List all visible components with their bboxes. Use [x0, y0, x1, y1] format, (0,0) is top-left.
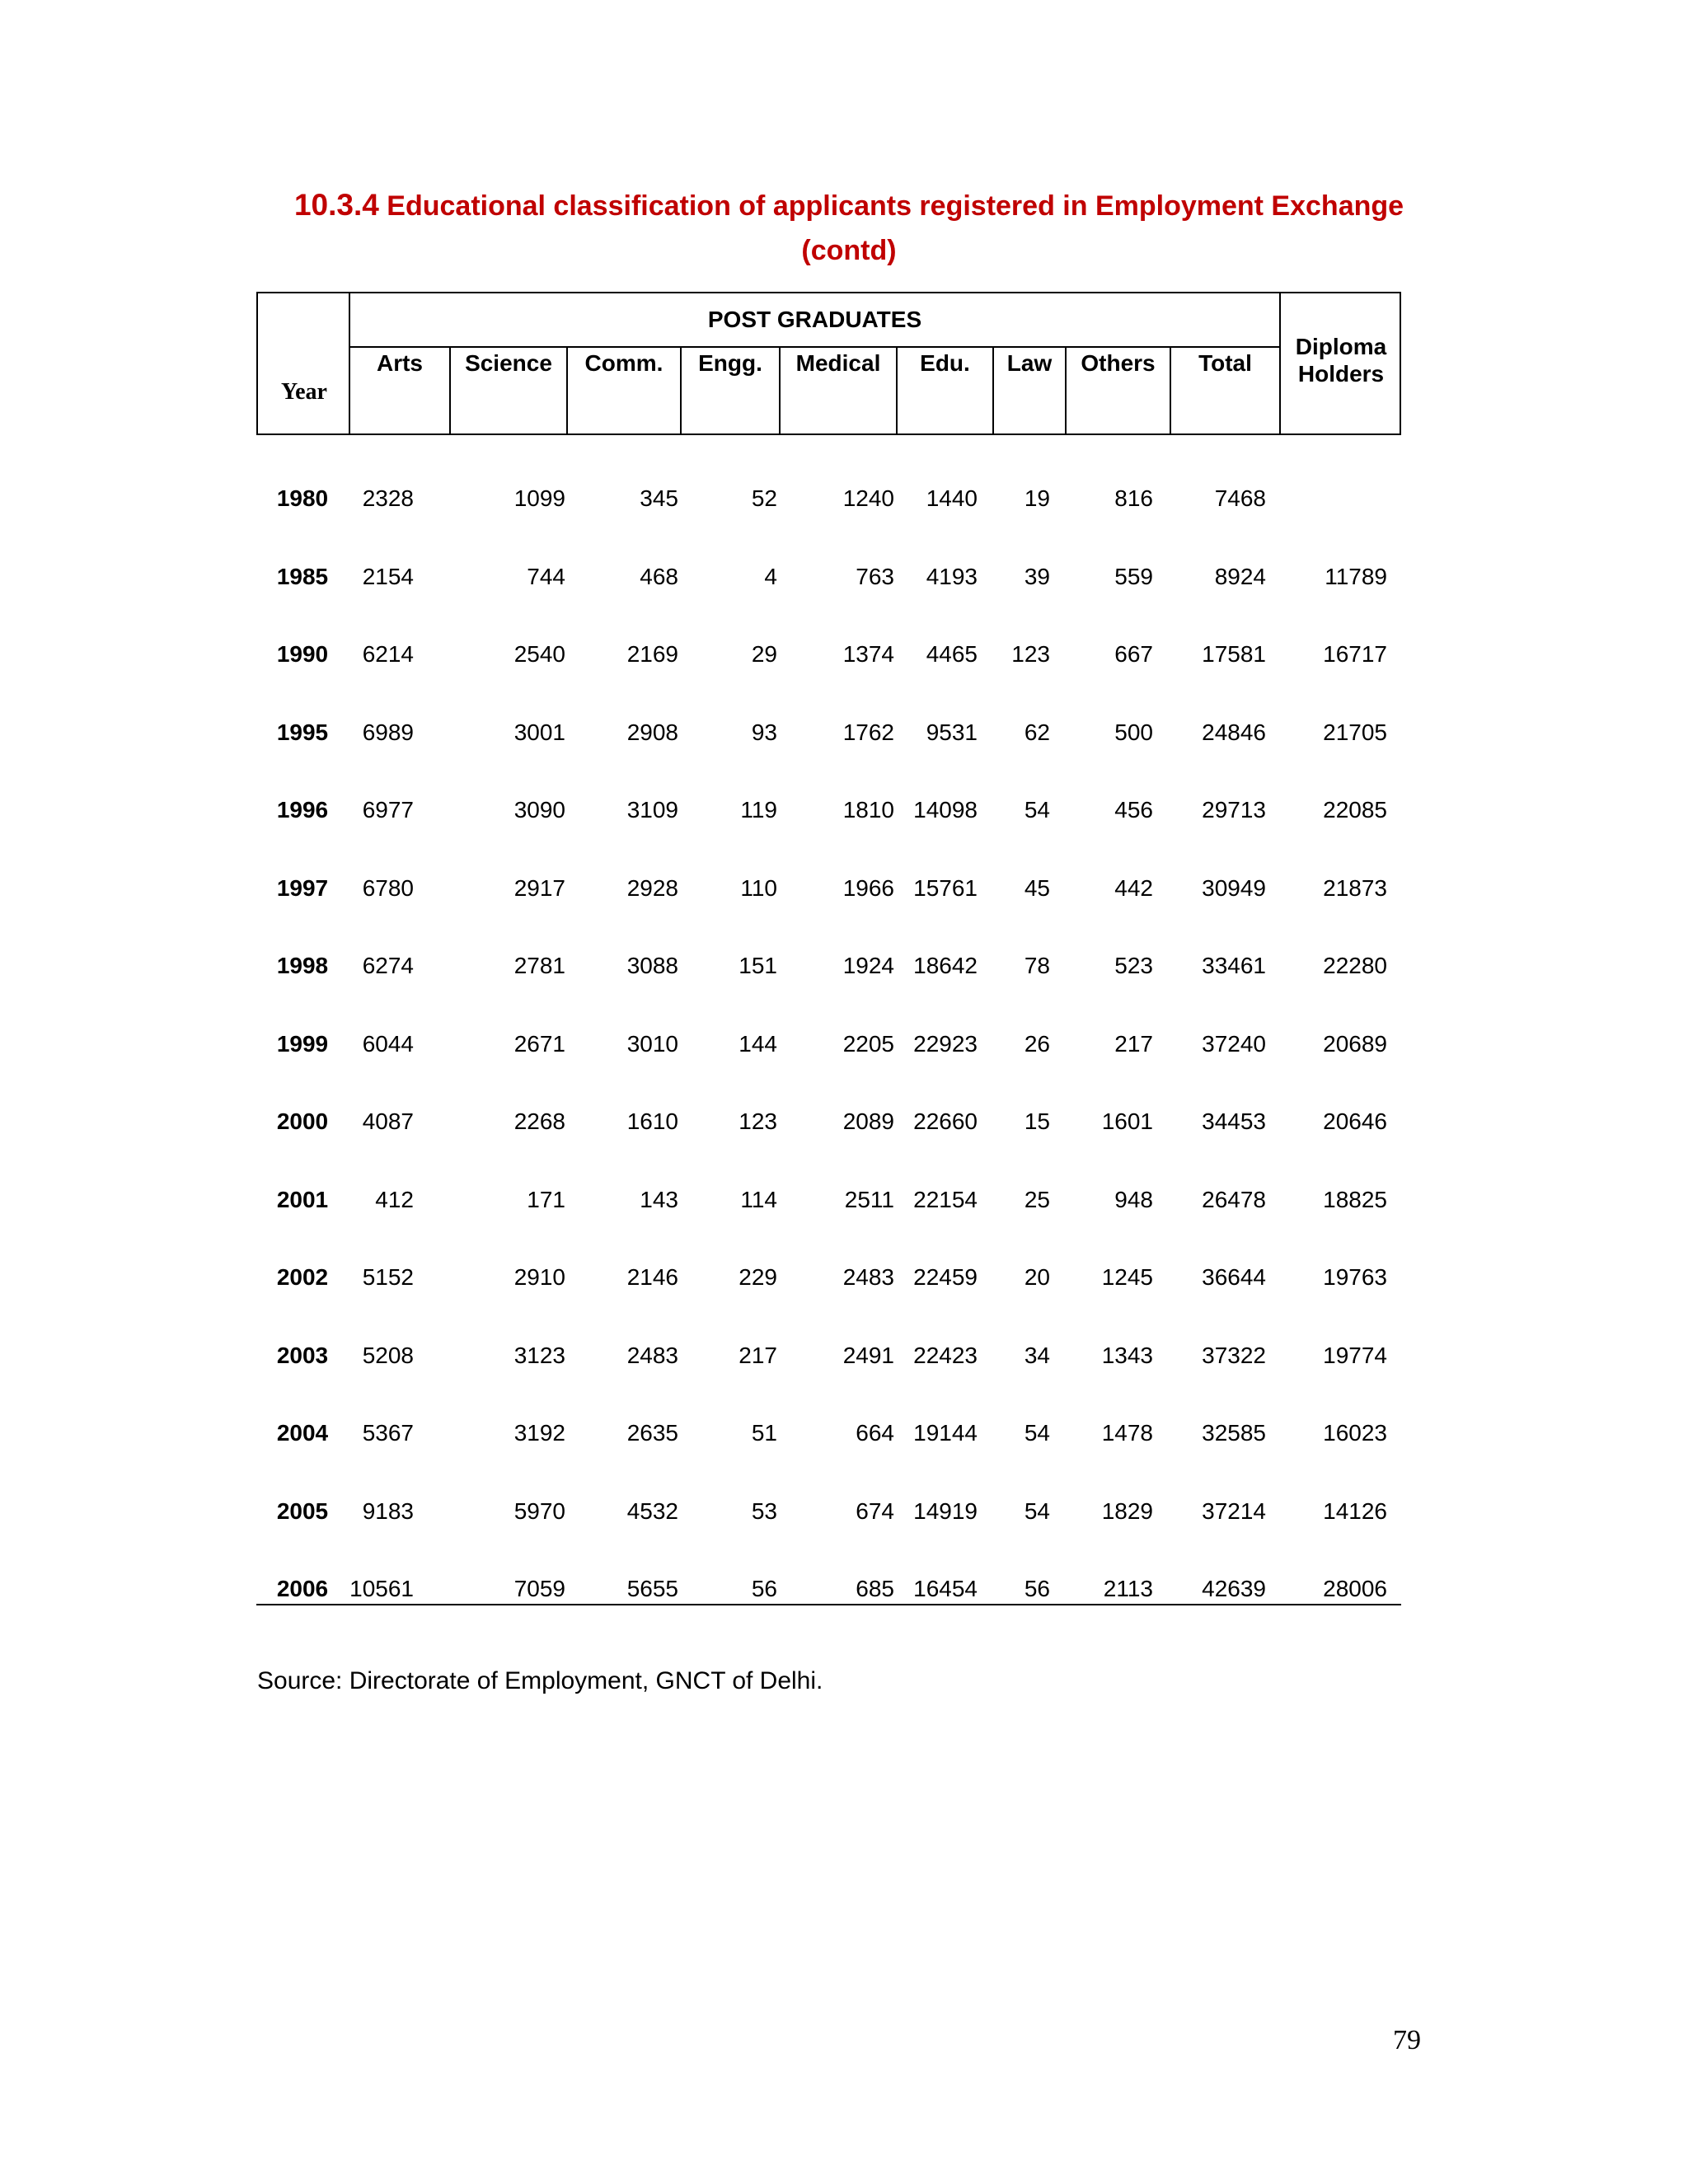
arts-cell: 5367 [362, 1420, 414, 1446]
engg-cell: 4 [764, 563, 777, 589]
science-cell: 2268 [513, 1108, 565, 1134]
table-row [256, 866, 1401, 944]
science-cell: 3001 [513, 719, 565, 745]
diploma-cell: 28006 [1323, 1576, 1387, 1601]
others-cell: 442 [1114, 874, 1153, 901]
year-cell: 2004 [276, 1420, 329, 1446]
edu-cell: 22660 [913, 1108, 978, 1134]
science-cell: 2910 [513, 1264, 565, 1290]
total-cell: 42639 [1202, 1576, 1266, 1601]
medical-cell: 1374 [842, 641, 894, 667]
diploma-cell: 22280 [1323, 953, 1387, 978]
total-cell: 29713 [1202, 797, 1266, 823]
year-cell: 2006 [276, 1576, 329, 1601]
medical-cell: 685 [856, 1576, 894, 1601]
total-cell: 37240 [1202, 1030, 1266, 1057]
others-cell: 500 [1114, 719, 1153, 745]
total-cell: 34453 [1202, 1108, 1266, 1134]
medical-cell: 2205 [842, 1030, 894, 1057]
arts-cell: 9183 [362, 1497, 414, 1524]
comm-cell: 3010 [626, 1030, 678, 1057]
science-cell: 744 [527, 563, 565, 589]
engg-cell: 114 [740, 1186, 777, 1212]
law-cell: 19 [1024, 485, 1050, 511]
total-cell: 33461 [1202, 953, 1266, 978]
column-header-medical: Medical [795, 350, 881, 376]
comm-cell: 4532 [626, 1497, 678, 1524]
medical-cell: 1810 [842, 797, 894, 823]
table-row [256, 710, 1401, 789]
table-bottom-rule [256, 1604, 1401, 1605]
others-cell: 456 [1114, 797, 1153, 823]
others-cell: 816 [1114, 485, 1153, 511]
engg-cell: 52 [751, 485, 777, 511]
arts-cell: 6780 [362, 874, 414, 901]
engg-cell: 93 [751, 719, 777, 745]
engg-cell: 53 [751, 1497, 777, 1524]
others-cell: 1343 [1101, 1342, 1153, 1368]
column-header-science: Science [465, 350, 552, 376]
engg-cell: 123 [738, 1108, 777, 1134]
comm-cell: 2635 [626, 1420, 678, 1446]
medical-cell: 2491 [842, 1342, 894, 1368]
medical-cell: 664 [856, 1420, 894, 1446]
year-header: Year [281, 379, 327, 405]
edu-cell: 22154 [913, 1186, 978, 1212]
column-header-law: Law [1006, 350, 1053, 376]
others-cell: 217 [1114, 1030, 1153, 1057]
total-cell: 36644 [1202, 1264, 1266, 1290]
science-cell: 3090 [513, 797, 565, 823]
engg-cell: 110 [740, 874, 777, 901]
law-cell: 26 [1024, 1030, 1050, 1057]
year-cell: 1998 [276, 953, 329, 978]
edu-cell: 16454 [913, 1576, 978, 1601]
header-rule [350, 346, 1279, 348]
others-cell: 1601 [1101, 1108, 1153, 1134]
diploma-cell: 20689 [1323, 1030, 1387, 1057]
engg-cell: 217 [738, 1342, 777, 1368]
science-cell: 3192 [513, 1420, 565, 1446]
arts-cell: 4087 [362, 1108, 414, 1134]
edu-cell: 14098 [913, 797, 978, 823]
table-title-text: Educational classification of applicants registered in Employment Exchange (contd) [387, 190, 1404, 266]
comm-cell: 2928 [626, 874, 678, 901]
year-cell: 1985 [276, 563, 329, 589]
total-cell: 37322 [1202, 1342, 1266, 1368]
comm-cell: 1610 [626, 1108, 678, 1134]
source-note: Source: Directorate of Employment, GNCT of Delhi. [257, 1667, 823, 1694]
column-header-total: Total [1198, 350, 1252, 376]
law-cell: 45 [1024, 874, 1050, 901]
edu-cell: 4193 [926, 563, 978, 589]
engg-cell: 144 [738, 1030, 777, 1057]
total-cell: 32585 [1202, 1420, 1266, 1446]
table-row [256, 1022, 1401, 1100]
comm-cell: 143 [640, 1186, 678, 1212]
law-cell: 56 [1024, 1576, 1050, 1601]
science-cell: 2671 [513, 1030, 565, 1057]
table-row [256, 476, 1401, 555]
others-cell: 1478 [1101, 1420, 1153, 1446]
medical-cell: 2511 [844, 1186, 894, 1212]
engg-cell: 229 [738, 1264, 777, 1290]
diploma-cell: 16023 [1323, 1420, 1387, 1446]
comm-cell: 3109 [626, 797, 678, 823]
total-cell: 24846 [1202, 719, 1266, 745]
comm-cell: 2483 [626, 1342, 678, 1368]
engg-cell: 151 [738, 953, 777, 978]
edu-cell: 14919 [913, 1497, 978, 1524]
year-cell: 2005 [276, 1497, 329, 1524]
table-row [256, 1411, 1401, 1489]
arts-cell: 2328 [362, 485, 414, 511]
law-cell: 25 [1024, 1186, 1050, 1212]
edu-cell: 22423 [913, 1342, 978, 1368]
diploma-cell: 21873 [1323, 874, 1387, 901]
edu-cell: 22459 [913, 1264, 978, 1290]
science-cell: 2540 [513, 641, 565, 667]
science-cell: 7059 [513, 1576, 565, 1601]
table-row [256, 1333, 1401, 1412]
edu-cell: 1440 [926, 485, 978, 511]
arts-cell: 5152 [362, 1264, 414, 1290]
diploma-cell: 19763 [1323, 1264, 1387, 1290]
arts-cell: 6274 [362, 953, 414, 978]
diploma-cell: 19774 [1323, 1342, 1387, 1368]
arts-cell: 6214 [362, 641, 414, 667]
comm-cell: 2169 [626, 641, 678, 667]
diploma-cell: 21705 [1323, 719, 1387, 745]
others-cell: 2113 [1103, 1576, 1153, 1601]
table-row [256, 1255, 1401, 1333]
science-cell: 3123 [513, 1342, 565, 1368]
table-row [256, 944, 1401, 1022]
comm-cell: 468 [640, 563, 678, 589]
diploma-cell: 11789 [1325, 563, 1387, 589]
post-graduates-header: POST GRADUATES [707, 307, 922, 332]
page-number: 79 [1393, 2025, 1421, 2055]
law-cell: 78 [1024, 953, 1050, 978]
total-cell: 7468 [1214, 485, 1266, 511]
edu-cell: 9531 [926, 719, 978, 745]
comm-cell: 3088 [626, 953, 678, 978]
total-cell: 8924 [1214, 563, 1266, 589]
diploma-cell: 16717 [1323, 641, 1387, 667]
medical-cell: 1924 [842, 953, 894, 978]
engg-cell: 51 [751, 1420, 777, 1446]
science-cell: 171 [527, 1186, 565, 1212]
law-cell: 54 [1024, 1497, 1050, 1524]
table-row [256, 788, 1401, 866]
science-cell: 2781 [513, 953, 565, 978]
comm-cell: 345 [640, 485, 678, 511]
table-body [256, 476, 1401, 1645]
engg-cell: 29 [751, 641, 777, 667]
diploma-cell: 14126 [1323, 1497, 1387, 1524]
year-cell: 1997 [276, 874, 329, 901]
edu-cell: 18642 [913, 953, 978, 978]
table-number: 10.3.4 [293, 188, 379, 222]
column-header-arts: Arts [376, 350, 423, 376]
column-header-engg: Engg. [698, 350, 762, 376]
medical-cell: 1240 [842, 485, 894, 511]
total-cell: 26478 [1202, 1186, 1266, 1212]
edu-cell: 19144 [913, 1420, 978, 1446]
law-cell: 54 [1024, 1420, 1050, 1446]
column-header-diploma: Diploma Holders [1295, 334, 1387, 387]
others-cell: 1829 [1101, 1497, 1153, 1524]
others-cell: 559 [1114, 563, 1153, 589]
page-title [247, 183, 1451, 273]
total-cell: 30949 [1202, 874, 1266, 901]
medical-cell: 763 [856, 563, 894, 589]
year-cell: 1995 [276, 719, 329, 745]
law-cell: 34 [1024, 1342, 1050, 1368]
edu-cell: 15761 [913, 874, 978, 901]
law-cell: 15 [1024, 1108, 1050, 1134]
science-cell: 2917 [513, 874, 565, 901]
arts-cell: 6977 [362, 797, 414, 823]
table-row [256, 1099, 1401, 1178]
others-cell: 948 [1114, 1186, 1153, 1212]
total-cell: 37214 [1202, 1497, 1266, 1524]
column-header-comm: Comm. [584, 350, 663, 376]
others-cell: 667 [1114, 641, 1153, 667]
table-row [256, 555, 1401, 633]
table-row [256, 1567, 1401, 1645]
year-cell: 2000 [276, 1108, 329, 1134]
comm-cell: 2146 [626, 1264, 678, 1290]
year-cell: 2001 [276, 1186, 329, 1212]
year-cell: 1999 [276, 1030, 329, 1057]
science-cell: 5970 [513, 1497, 565, 1524]
engg-cell: 56 [751, 1576, 777, 1601]
diploma-cell: 22085 [1323, 797, 1387, 823]
column-header-others: Others [1081, 350, 1156, 376]
table-row [256, 1489, 1401, 1568]
diploma-cell: 20646 [1323, 1108, 1387, 1134]
law-cell: 62 [1024, 719, 1050, 745]
law-cell: 20 [1024, 1264, 1050, 1290]
medical-cell: 1966 [842, 874, 894, 901]
comm-cell: 5655 [626, 1576, 678, 1601]
total-cell: 17581 [1202, 641, 1266, 667]
law-cell: 39 [1024, 563, 1050, 589]
law-cell: 123 [1011, 641, 1050, 667]
column-header-edu: Edu. [920, 350, 970, 376]
year-cell: 2002 [276, 1264, 329, 1290]
edu-cell: 22923 [913, 1030, 978, 1057]
others-cell: 1245 [1101, 1264, 1153, 1290]
diploma-cell: 18825 [1323, 1186, 1387, 1212]
year-cell: 1990 [276, 641, 329, 667]
year-cell: 1980 [276, 485, 329, 511]
medical-cell: 2483 [842, 1264, 894, 1290]
arts-cell: 5208 [362, 1342, 414, 1368]
others-cell: 523 [1114, 953, 1153, 978]
table-header [256, 292, 1401, 435]
medical-cell: 1762 [842, 719, 894, 745]
medical-cell: 2089 [842, 1108, 894, 1134]
arts-cell: 6044 [362, 1030, 414, 1057]
arts-cell: 2154 [362, 563, 414, 589]
edu-cell: 4465 [926, 641, 978, 667]
arts-cell: 6989 [362, 719, 414, 745]
table-row [256, 1178, 1401, 1256]
table-row [256, 632, 1401, 710]
comm-cell: 2908 [626, 719, 678, 745]
law-cell: 54 [1024, 797, 1050, 823]
year-cell: 1996 [276, 797, 329, 823]
year-cell: 2003 [276, 1342, 329, 1368]
arts-cell: 412 [375, 1186, 414, 1212]
arts-cell: 10561 [349, 1576, 414, 1601]
engg-cell: 119 [740, 797, 777, 823]
science-cell: 1099 [513, 485, 565, 511]
medical-cell: 674 [856, 1497, 894, 1524]
